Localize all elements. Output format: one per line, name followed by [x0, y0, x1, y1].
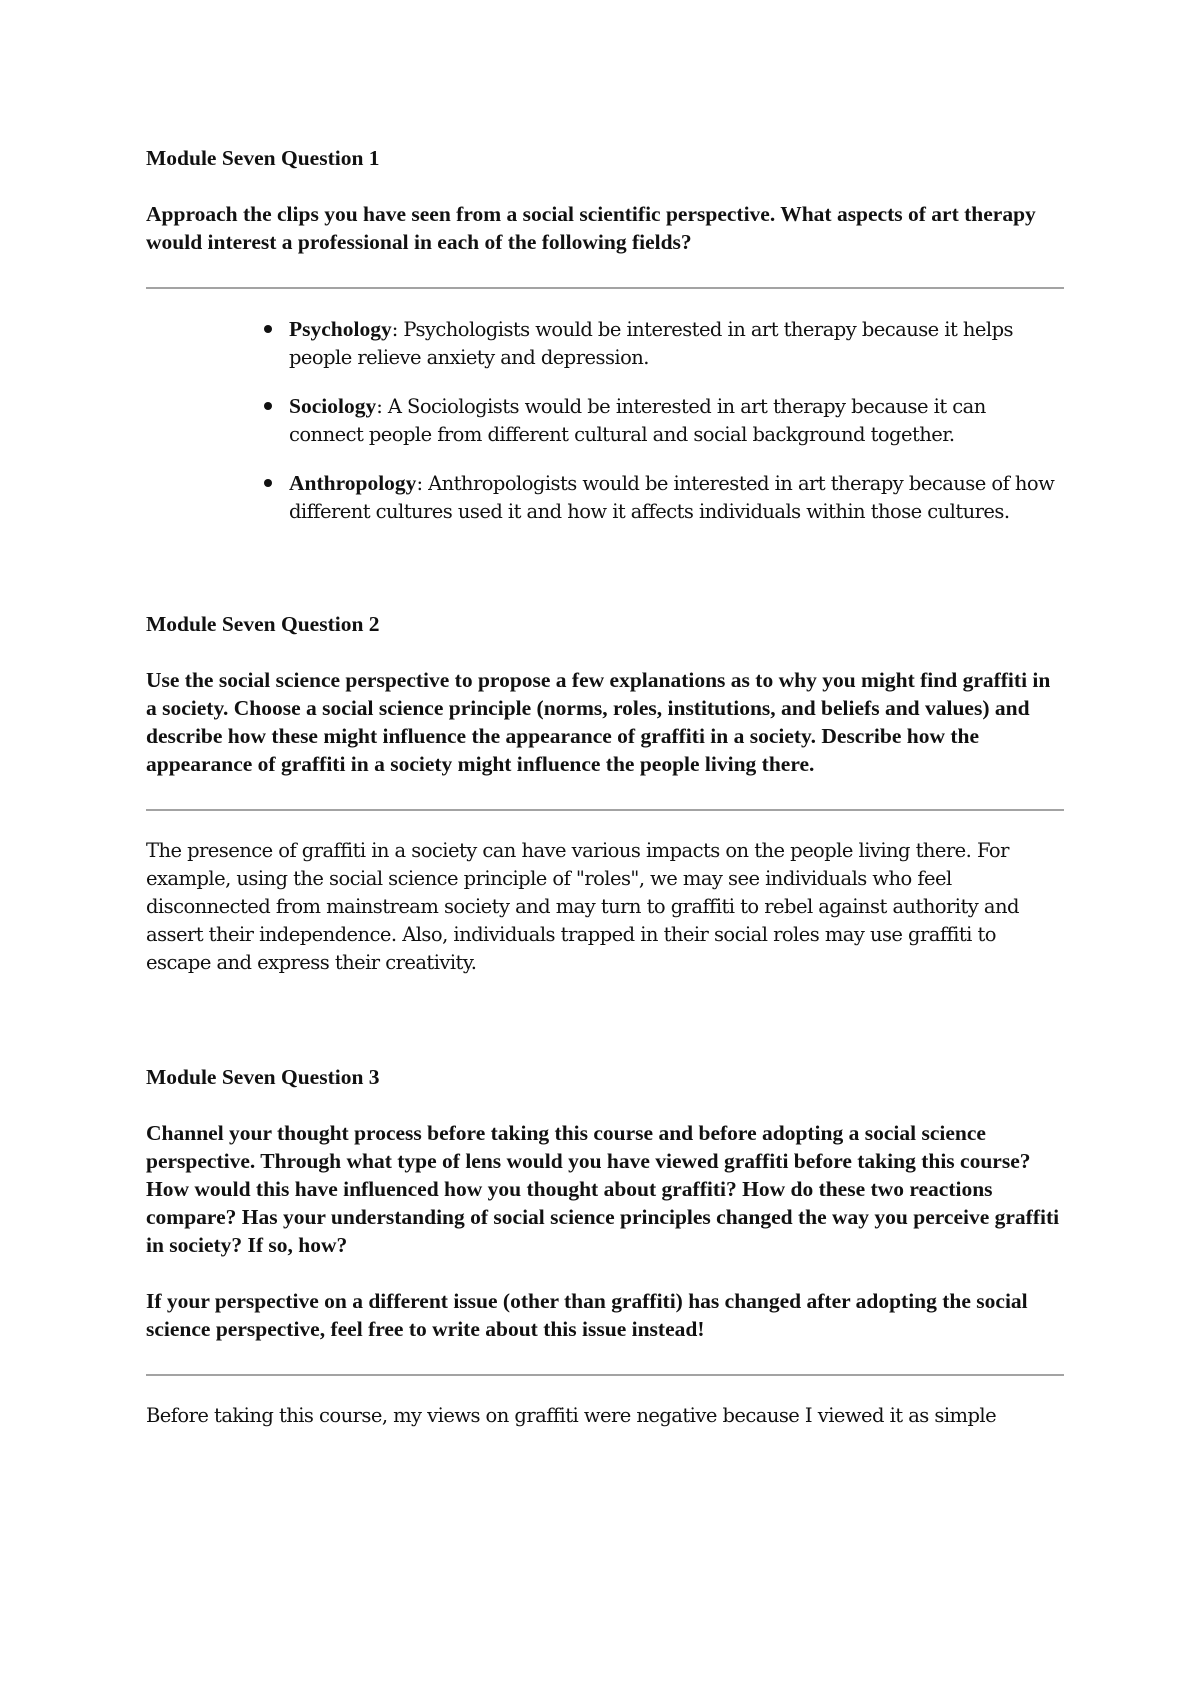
fields-list	[146, 315, 1064, 526]
question-2-answer: The presence of graffiti in a society can have various impacts on the people living there. For example, using the social science principle of "roles", we may see individuals who feel disconnected from mainstream society and may turn to graffiti to rebel against authority and assert their independence. Also, individuals trapped in their social roles may use graffiti to escape and express their creativity.	[146, 839, 1019, 974]
question-3-prompt: Channel your thought process before taking this course and before adopting a social science perspective. Through what type of lens would you have viewed graffiti before taking this course? How would this have influenced how you thought about graffiti? How do these two reactions compare? Has your understanding of social science principles changed the way you perceive graffiti in society? If so, how?	[146, 1121, 1060, 1257]
question-3-title: Module Seven Question 3	[146, 1065, 380, 1089]
question-1-title: Module Seven Question 1	[146, 146, 380, 170]
field-description: : A Sociologists would be interested in art therapy because it can connect people from different cultural and social background together.	[289, 395, 986, 446]
question-1-prompt: Approach the clips you have seen from a social scientific perspective. What aspects of art therapy would interest a professional in each of the following fields?	[146, 202, 1036, 254]
document-content	[146, 144, 1064, 1430]
bullet-icon	[264, 402, 272, 410]
list-item-sociology	[146, 392, 1064, 449]
bullet-icon	[264, 479, 272, 487]
bullet-icon	[264, 325, 272, 333]
question-2-prompt: Use the social science perspective to propose a few explanations as to why you might find graffiti in a society. Choose a social science principle (norms, roles, institutions, and beliefs and values) and describe how these might influence the appearance of graffiti in a society. Describe how the appearance of graffiti in a society might influence the people living there.	[146, 668, 1051, 776]
question-2-section	[146, 610, 1064, 977]
question-2-title: Module Seven Question 2	[146, 612, 380, 636]
question-3-prompt-alternative: If your perspective on a different issue (other than graffiti) has changed after adopting the social science perspective, feel free to write about this issue instead!	[146, 1289, 1028, 1341]
question-1-section	[146, 144, 1064, 526]
list-item-psychology	[146, 315, 1064, 372]
field-term: Psychology	[289, 317, 392, 341]
list-item-anthropology	[146, 469, 1064, 526]
field-term: Sociology	[289, 394, 377, 418]
field-description: : Psychologists would be interested in art therapy because it helps people relieve anxiety and depression.	[289, 318, 1013, 369]
field-description: : Anthropologists would be interested in art therapy because of how different cultures used it and how it affects individuals within those cultures.	[289, 472, 1055, 523]
question-3-section	[146, 1063, 1064, 1430]
question-3-answer: Before taking this course, my views on graffiti were negative because I viewed it as simple	[146, 1404, 997, 1427]
field-term: Anthropology	[289, 471, 417, 495]
